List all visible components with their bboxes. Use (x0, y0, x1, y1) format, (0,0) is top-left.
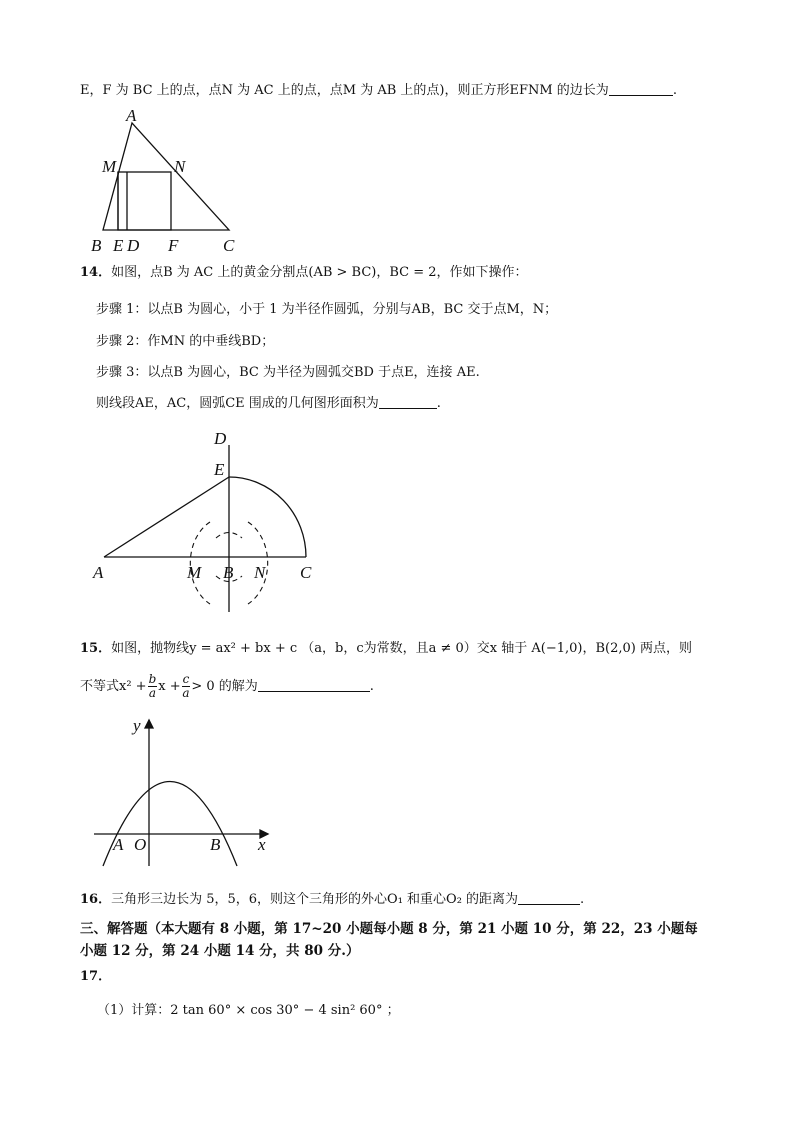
fig14-label-a: A (93, 563, 104, 582)
fig13-label-c: C (223, 236, 235, 255)
fig14-label-n: N (254, 563, 266, 582)
fig15-label-a: A (113, 835, 124, 854)
q15-ineq-end: > 0 的解为 (191, 679, 258, 694)
section3-header-line2: 小题 12 分，第 24 小题 14 分，共 80 分.） (80, 943, 360, 959)
fig14-label-m: M (187, 563, 202, 582)
fig14-label-e: E (214, 460, 225, 479)
q16-number: 16． (80, 892, 112, 907)
q16-line (80, 891, 584, 909)
q14-step3: 步骤 3：以点B 为圆心，BC 为半径为圆弧交BD 于点E，连接 AE. (96, 365, 480, 380)
q17-number: 17． (80, 969, 112, 984)
fig15-y-arrow (145, 720, 153, 728)
q16-text: 三角形三边长为 5，5，6，则这个三角形的外心O₁ 和重心O₂ 的距离为 (111, 892, 519, 907)
q14-text: 如图，点B 为 AC 上的黄金分割点(AB > BC)，BC = 2，作如下操作： (111, 265, 528, 280)
q15-text: 如图，抛物线y = ax² + bx + c （a，b，c为常数，且a ≠ 0）交x 轴于 A(−1,0)，B(2,0) 两点，则 (111, 641, 692, 656)
fig13-label-f: F (168, 236, 179, 255)
fig15-label-b: B (210, 835, 221, 854)
fig14-label-b: B (223, 563, 234, 582)
q16-answer-blank[interactable] (518, 891, 580, 905)
q16-end: . (580, 892, 585, 907)
q14-question-text: 则线段AE，AC，圆弧CE 围成的几何图形面积为 (96, 396, 379, 411)
q13-end: . (672, 83, 677, 98)
q15-end: . (369, 679, 374, 694)
q14-step1: 步骤 1：以点B 为圆心，小于 1 为半径作圆弧，分别与AB，BC 交于点M，N； (96, 302, 558, 317)
q17-part1: （1）计算：2 tan 60° × cos 30° − 4 sin² 60° ； (97, 1003, 400, 1018)
fig13-label-m: M (102, 157, 117, 176)
fig13-label-a: A (126, 106, 137, 125)
fig13-label-n: N (174, 157, 186, 176)
q14-step2: 步骤 2：作MN 的中垂线BD； (96, 334, 275, 349)
q15-frac2-num: c (182, 672, 190, 686)
q15-ineq-mid: x + (158, 679, 181, 694)
fig15-label-x: x (258, 835, 266, 854)
fig14-label-d: D (214, 429, 227, 448)
fig13-label-b: B (91, 236, 102, 255)
fig13-label-e: E (113, 236, 124, 255)
fig14-label-c: C (300, 563, 312, 582)
q15-frac1-num: b (148, 672, 157, 686)
q15-number: 15． (80, 641, 112, 656)
q15-frac2-den: a (182, 686, 190, 700)
q15-ineq-start: 不等式x² + (80, 679, 147, 694)
q14-number: 14． (80, 265, 112, 280)
q15-frac1-den: a (148, 686, 156, 700)
fig13-label-d: D (127, 236, 140, 255)
section3-header-line1: 三、解答题（本大题有 8 小题，第 17~20 小题每小题 8 分，第 21 小题 10 分，第 22，23 小题每 (80, 921, 698, 937)
fig15-label-o: O (134, 835, 147, 854)
q14-end: . (436, 396, 441, 411)
q13-text: E，F 为 BC 上的点，点N 为 AC 上的点，点M 为 AB 上的点)，则正方形EFNM 的边长为 (80, 83, 609, 98)
fig15-label-y: y (133, 716, 141, 735)
